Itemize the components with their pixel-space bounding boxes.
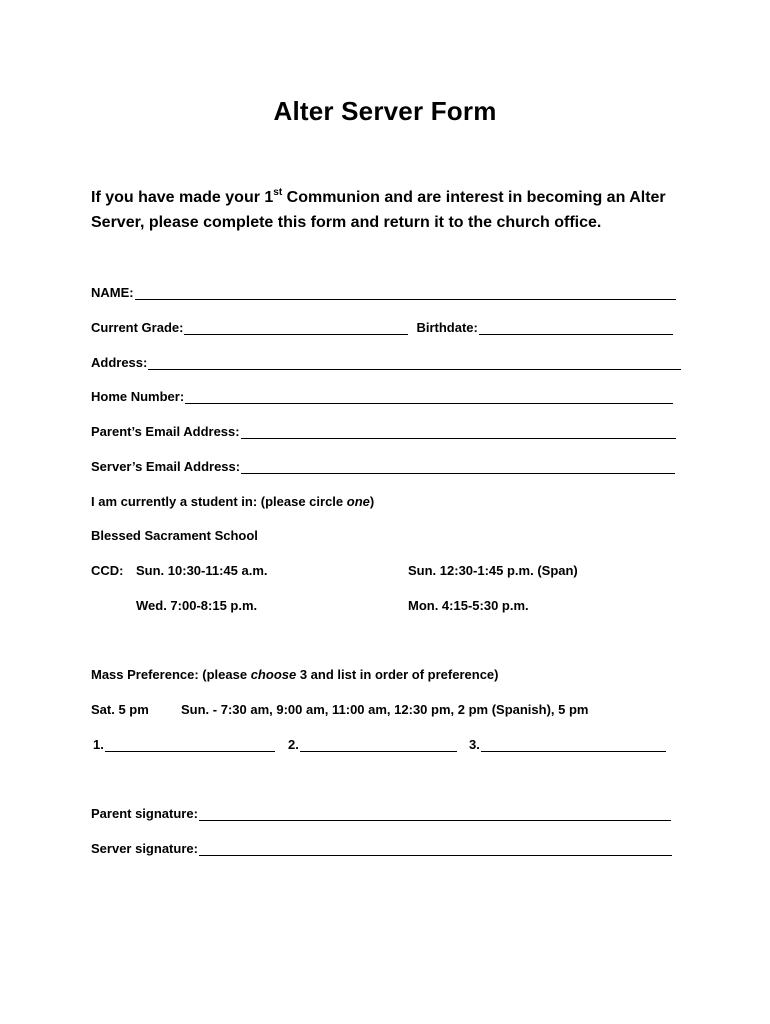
mass-prompt-prefix: Mass Preference: (please bbox=[91, 667, 251, 682]
intro-superscript: st bbox=[273, 187, 283, 198]
ccd-option-sun-1230-span[interactable]: Sun. 12:30-1:45 p.m. (Span) bbox=[408, 563, 578, 578]
mass-prompt-suffix: 3 and list in order of preference) bbox=[296, 667, 499, 682]
server-signature-label: Server signature: bbox=[91, 841, 198, 856]
intro-text-part1: If you have made your 1 bbox=[91, 189, 274, 206]
choice-1-label: 1. bbox=[93, 737, 104, 752]
name-label: NAME: bbox=[91, 285, 134, 300]
mass-sat-times: Sat. 5 pm bbox=[91, 702, 149, 717]
parent-signature-blank[interactable] bbox=[199, 808, 671, 821]
name-blank[interactable] bbox=[135, 287, 676, 300]
server-signature-row bbox=[91, 841, 672, 856]
student-prompt bbox=[91, 494, 374, 509]
grade-birthdate-row bbox=[91, 320, 673, 335]
birthdate-blank[interactable] bbox=[479, 322, 673, 335]
mass-prompt-emphasis: choose bbox=[250, 667, 297, 682]
choice-2-row bbox=[288, 737, 457, 752]
address-blank[interactable] bbox=[148, 357, 681, 370]
address-label: Address: bbox=[91, 355, 148, 370]
address-field-row bbox=[91, 355, 681, 370]
server-email-blank[interactable] bbox=[241, 461, 675, 474]
intro-paragraph bbox=[91, 185, 691, 235]
parent-email-field-row bbox=[91, 424, 676, 439]
home-number-label: Home Number: bbox=[91, 389, 185, 404]
choice-1-row bbox=[93, 737, 275, 752]
server-email-label: Server’s Email Address: bbox=[91, 459, 241, 474]
student-prompt-prefix: I am currently a student in: (please circle bbox=[91, 494, 347, 509]
ccd-option-wed-700[interactable]: Wed. 7:00-8:15 p.m. bbox=[136, 598, 258, 613]
parent-signature-row bbox=[91, 806, 671, 821]
parent-email-blank[interactable] bbox=[241, 426, 676, 439]
home-number-blank[interactable] bbox=[185, 391, 673, 404]
choice-1-blank[interactable] bbox=[105, 739, 275, 752]
choice-2-label: 2. bbox=[288, 737, 299, 752]
mass-sun-times: Sun. - 7:30 am, 9:00 am, 11:00 am, 12:30 pm, 2 pm (Spanish), 5 pm bbox=[181, 702, 589, 717]
birthdate-label: Birthdate: bbox=[416, 320, 478, 335]
ccd-label: CCD: bbox=[91, 563, 124, 578]
student-prompt-suffix: ) bbox=[369, 494, 375, 509]
grade-blank[interactable] bbox=[184, 322, 408, 335]
parent-email-label: Parent’s Email Address: bbox=[91, 424, 240, 439]
ccd-option-mon-415[interactable]: Mon. 4:15-5:30 p.m. bbox=[408, 598, 529, 613]
intro-text-part2: Communion and are interest in becoming an Alter Server, please complete this form and return it to the church office. bbox=[91, 189, 666, 231]
school-option[interactable]: Blessed Sacrament School bbox=[91, 528, 258, 543]
ccd-option-sun-1030[interactable]: Sun. 10:30-11:45 a.m. bbox=[136, 563, 268, 578]
home-number-field-row bbox=[91, 389, 673, 404]
server-signature-blank[interactable] bbox=[199, 843, 672, 856]
choice-2-blank[interactable] bbox=[300, 739, 457, 752]
page-title: Alter Server Form bbox=[273, 96, 497, 126]
name-field-row bbox=[91, 285, 676, 300]
choice-3-label: 3. bbox=[469, 737, 480, 752]
parent-signature-label: Parent signature: bbox=[91, 806, 198, 821]
choice-3-row bbox=[469, 737, 666, 752]
choice-3-blank[interactable] bbox=[481, 739, 666, 752]
student-prompt-emphasis: one bbox=[346, 494, 370, 509]
mass-preference-prompt bbox=[91, 667, 499, 682]
server-email-field-row bbox=[91, 459, 675, 474]
grade-label: Current Grade: bbox=[91, 320, 184, 335]
